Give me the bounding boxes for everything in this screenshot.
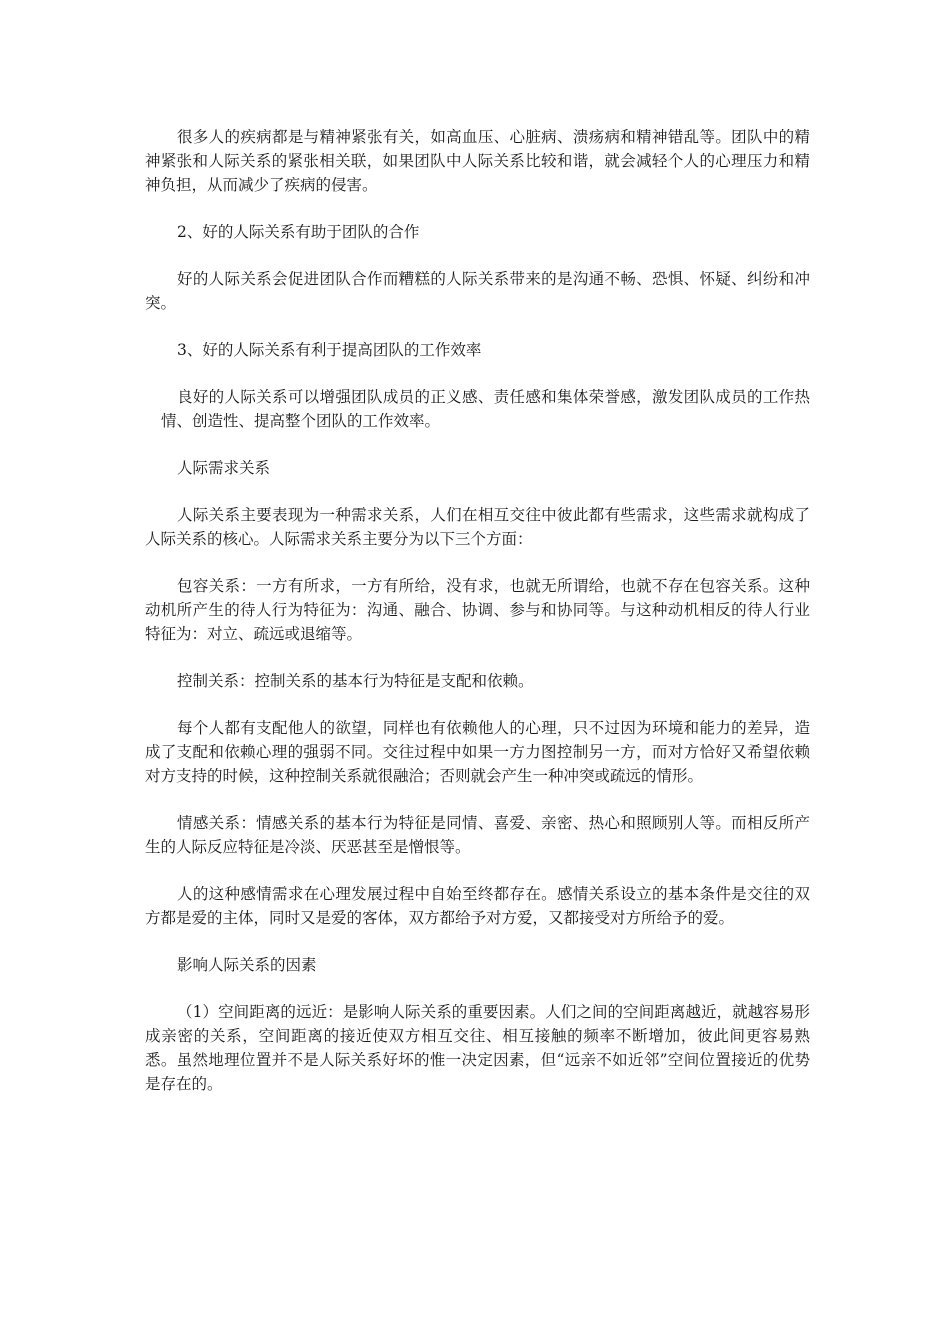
paragraph: 良好的人际关系可以增强团队成员的正义感、责任感和集体荣誉感，激发团队成员的工作热情、创造性、提高整个团队的工作效率。 (161, 388, 810, 430)
paragraph: 包容关系：一方有所求，一方有所给，没有求，也就无所谓给，也就不存在包容关系。这种动机所产生的待人行为特征为：沟通、融合、协调、参与和协同等。与这种动机相反的待人行业特征为：对立、疏远或退缩等。 (145, 577, 810, 643)
paragraph: （1）空间距离的远近：是影响人际关系的重要因素。人们之间的空间距离越近，就越容易形成亲密的关系，空间距离的接近使双方相互交往、相互接触的频率不断增加，彼此间更容易熟悉。虽然地理位置并不是人际关系好坏的惟一决定因素，但“远亲不如近邻”空间位置接近的优势是存在的。 (145, 1003, 810, 1093)
section-heading: 2、好的人际关系有助于团队的合作 (177, 223, 420, 241)
section-heading: 人际需求关系 (177, 459, 271, 477)
paragraph: 每个人都有支配他人的欲望，同样也有依赖他人的心理，只不过因为环境和能力的差异，造成了支配和依赖心理的强弱不同。交往过程中如果一方力图控制另一方，而对方恰好又希望依赖对方支持的时候，这种控制关系就很融洽；否则就会产生一种冲突或疏远的情形。 (145, 719, 810, 785)
paragraph: 情感关系：情感关系的基本行为特征是同情、喜爱、亲密、热心和照顾别人等。而相反所产生的人际反应特征是冷淡、厌恶甚至是憎恨等。 (145, 814, 810, 856)
paragraph: 好的人际关系会促进团队合作而糟糕的人际关系带来的是沟通不畅、恐惧、怀疑、纠纷和冲突。 (145, 270, 810, 312)
paragraph: 人的这种感情需求在心理发展过程中自始至终都存在。感情关系设立的基本条件是交往的双方都是爱的主体，同时又是爱的客体，双方都给予对方爱，又都接受对方所给予的爱。 (145, 885, 810, 927)
section-heading: 影响人际关系的因素 (177, 956, 317, 974)
paragraph: 很多人的疾病都是与精神紧张有关，如高血压、心脏病、溃疡病和精神错乱等。团队中的精神紧张和人际关系的紧张相关联，如果团队中人际关系比较和谐，就会减轻个人的心理压力和精神负担，从而减少了疾病的侵害。 (145, 128, 810, 194)
paragraph: 人际关系主要表现为一种需求关系，人们在相互交往中彼此都有些需求，这些需求就构成了人际关系的核心。人际需求关系主要分为以下三个方面： (145, 506, 810, 548)
section-heading: 3、好的人际关系有利于提高团队的工作效率 (177, 341, 482, 359)
document-body (145, 125, 810, 1119)
paragraph: 控制关系：控制关系的基本行为特征是支配和依赖。 (177, 672, 534, 690)
